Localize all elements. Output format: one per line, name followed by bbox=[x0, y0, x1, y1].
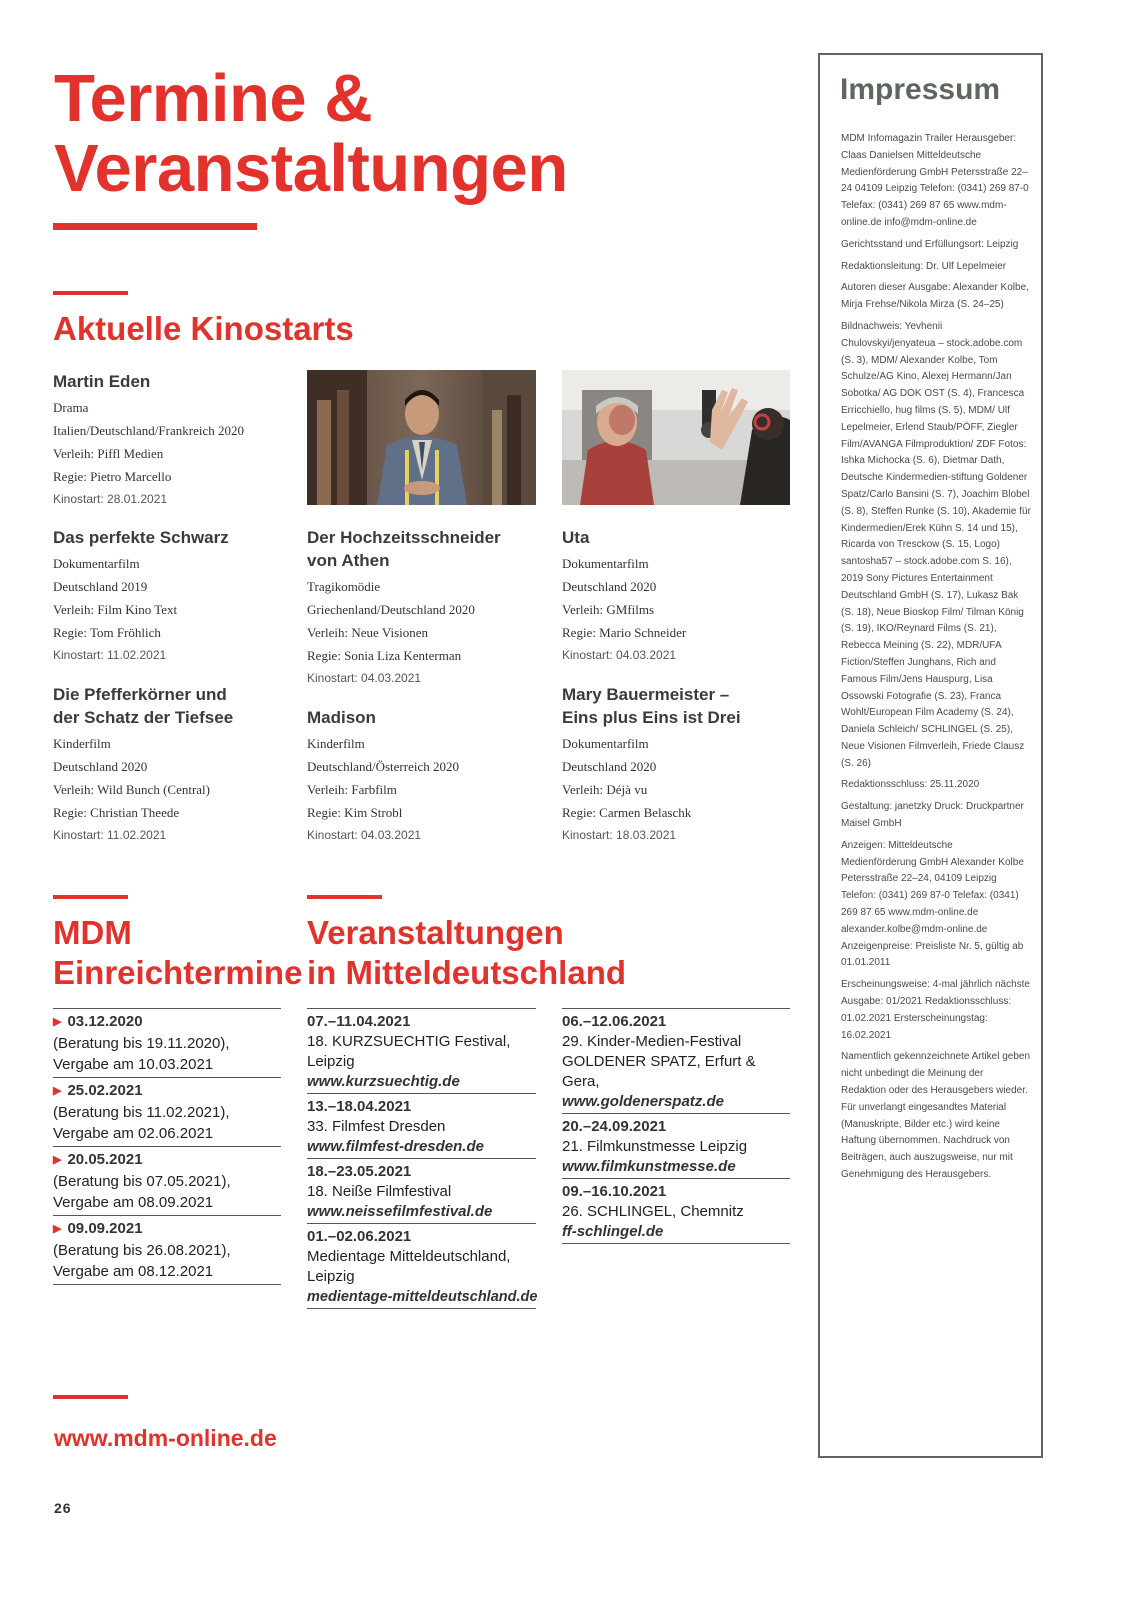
deadline-consult: (Beratung bis 26.08.2021), bbox=[53, 1242, 231, 1259]
film-entry bbox=[307, 706, 547, 847]
website-link[interactable]: www.mdm-online.de bbox=[54, 1425, 277, 1451]
film-director: Regie: Tom Fröhlich bbox=[53, 625, 161, 640]
tailor-photo-illustration bbox=[307, 370, 536, 505]
event-date: 01.–02.06.2021 bbox=[307, 1228, 412, 1245]
website-rule bbox=[53, 1395, 128, 1399]
impressum-paragraph: Autoren dieser Ausgabe: Alexander Kolbe, Mirja Frehse/Nikola Mirza (S. 24–25) bbox=[841, 282, 1029, 311]
film-entry bbox=[562, 683, 762, 847]
film-genre: Dokumentarfilm bbox=[53, 556, 140, 571]
event-item bbox=[307, 1223, 536, 1308]
film-release: Kinostart: 18.03.2021 bbox=[562, 828, 677, 842]
einreich-rule bbox=[53, 895, 128, 899]
event-date: 06.–12.06.2021 bbox=[562, 1013, 667, 1030]
deadline-award: Vergabe am 02.06.2021 bbox=[53, 1125, 214, 1142]
events-heading-line-2: in Mitteldeutschland bbox=[307, 954, 627, 991]
impressum-paragraph: Erscheinungsweise: 4-mal jährlich nächste Ausgabe: 01/2021 Redaktionsschluss: 01.02.2021 Ersterscheinungstag: 16.02.2021 bbox=[841, 979, 1030, 1041]
film-title: Die Pfefferkörner und der Schatz der Tiefsee bbox=[53, 685, 234, 727]
film-distributor: Verleih: Wild Bunch (Central) bbox=[53, 782, 211, 797]
kinostarts-heading: Aktuelle Kinostarts bbox=[53, 310, 354, 347]
impressum-heading: Impressum bbox=[840, 73, 1001, 106]
impressum-body bbox=[841, 131, 1031, 1189]
event-name: Medientage Mitteldeutschland, Leipzig bbox=[307, 1248, 511, 1285]
deadline-item bbox=[53, 1146, 281, 1215]
film-release: Kinostart: 04.03.2021 bbox=[307, 828, 422, 842]
event-name: 26. SCHLINGEL, Chemnitz bbox=[562, 1203, 744, 1220]
event-date: 20.–24.09.2021 bbox=[562, 1118, 667, 1135]
film-country: Deutschland/Österreich 2020 bbox=[307, 759, 459, 774]
einreich-heading-line-2: Einreichtermine bbox=[53, 954, 303, 991]
film-title: Der Hochzeitsschneider von Athen bbox=[307, 528, 501, 570]
event-item bbox=[562, 1113, 790, 1178]
film-country: Griechenland/Deutschland 2020 bbox=[307, 602, 475, 617]
film-entry bbox=[562, 526, 802, 667]
deadline-date: 03.12.2020 bbox=[67, 1013, 143, 1030]
film-distributor: Verleih: Piffl Medien bbox=[53, 446, 164, 461]
film-director: Regie: Kim Strobl bbox=[307, 805, 403, 820]
impressum-paragraph: Redaktionsleitung: Dr. Ulf Lepelmeier bbox=[841, 260, 1007, 272]
uta-photo-illustration bbox=[562, 370, 790, 505]
film-still-uta bbox=[562, 370, 790, 505]
deadline-consult: (Beratung bis 07.05.2021), bbox=[53, 1173, 231, 1190]
film-title: Martin Eden bbox=[53, 372, 151, 391]
event-name: 18. KURZSUECHTIG Festival, Leipzig bbox=[307, 1033, 511, 1070]
film-title: Das perfekte Schwarz bbox=[53, 528, 229, 547]
deadline-consult: (Beratung bis 11.02.2021), bbox=[53, 1104, 230, 1121]
event-item bbox=[562, 1008, 790, 1113]
film-release: Kinostart: 11.02.2021 bbox=[53, 648, 167, 662]
impressum-paragraph: MDM Infomagazin Trailer Herausgeber: Claas Danielsen Mitteldeutsche Medienförderung GmbH Petersstraße 22–24 04109 Leipzig Telefon: (0341) 269 87-0 Telefax: (0341) 269 87 65 www.mdm-online.de info@mdm-online.de bbox=[841, 133, 1029, 228]
film-distributor: Verleih: Neue Visionen bbox=[307, 625, 429, 640]
film-genre: Dokumentarfilm bbox=[562, 736, 649, 751]
events-list-col-1 bbox=[307, 1008, 536, 1309]
film-distributor: Verleih: GMfilms bbox=[562, 602, 655, 617]
film-release: Kinostart: 04.03.2021 bbox=[562, 648, 677, 662]
event-link[interactable]: www.neissefilmfestival.de bbox=[307, 1203, 493, 1220]
film-entry bbox=[53, 370, 293, 511]
kinostarts-rule bbox=[53, 291, 128, 295]
events-rule bbox=[307, 895, 382, 899]
film-distributor: Verleih: Déjà vu bbox=[562, 782, 648, 797]
film-entry bbox=[307, 526, 547, 690]
film-release: Kinostart: 11.02.2021 bbox=[53, 828, 167, 842]
triangle-bullet-icon: ▶ bbox=[53, 1223, 62, 1235]
film-director: Regie: Sonia Liza Kenterman bbox=[307, 648, 462, 663]
film-title: Mary Bauermeister – Eins plus Eins ist Drei bbox=[562, 685, 741, 727]
impressum-paragraph: Redaktionsschluss: 25.11.2020 bbox=[841, 779, 980, 791]
event-date: 07.–11.04.2021 bbox=[307, 1013, 411, 1030]
film-genre: Kinderfilm bbox=[53, 736, 111, 751]
film-country: Deutschland 2020 bbox=[562, 759, 657, 774]
event-item bbox=[307, 1093, 536, 1158]
events-heading bbox=[307, 913, 626, 993]
title-rule bbox=[53, 223, 257, 230]
deadline-item bbox=[53, 1077, 281, 1146]
film-country: Deutschland 2019 bbox=[53, 579, 148, 594]
film-release: Kinostart: 28.01.2021 bbox=[53, 492, 168, 506]
triangle-bullet-icon: ▶ bbox=[53, 1016, 62, 1028]
events-heading-line-1: Veranstaltungen bbox=[307, 914, 564, 951]
film-title: Uta bbox=[562, 528, 590, 547]
impressum-paragraph: Namentlich gekennzeichnete Artikel geben nicht unbedingt die Meinung der Redaktion oder des Herausgebers wieder. Für unverlangt eingesandtes Material (Manuskripte, Bilder etc.) wird keine Haftung übernommen. Nachdruck von Beiträgen, auch auszugsweise, nur mit Genehmigung des Herausgebers. bbox=[841, 1051, 1031, 1181]
deadline-date: 20.05.2021 bbox=[67, 1151, 143, 1168]
film-title: Madison bbox=[307, 708, 376, 727]
event-link[interactable]: www.filmkunstmesse.de bbox=[562, 1158, 736, 1175]
impressum-paragraph: Gestaltung: janetzky Druck: Druckpartner Maisel GmbH bbox=[841, 801, 1024, 830]
event-name: 33. Filmfest Dresden bbox=[307, 1118, 446, 1135]
film-genre: Drama bbox=[53, 400, 89, 415]
einreich-heading bbox=[53, 913, 302, 993]
page-title-line-1: Termine & bbox=[54, 61, 373, 136]
event-date: 13.–18.04.2021 bbox=[307, 1098, 412, 1115]
event-link[interactable]: medientage-mitteldeutschland.de bbox=[307, 1289, 538, 1305]
deadline-award: Vergabe am 08.12.2021 bbox=[53, 1263, 214, 1280]
film-distributor: Verleih: Film Kino Text bbox=[53, 602, 178, 617]
deadline-item bbox=[53, 1215, 281, 1284]
event-item bbox=[307, 1158, 536, 1223]
event-item bbox=[562, 1178, 790, 1243]
film-release: Kinostart: 04.03.2021 bbox=[307, 671, 422, 685]
film-director: Regie: Mario Schneider bbox=[562, 625, 687, 640]
deadline-date: 25.02.2021 bbox=[67, 1082, 143, 1099]
film-director: Regie: Christian Theede bbox=[53, 805, 180, 820]
event-name: 29. Kinder-Medien-Festival GOLDENER SPATZ, Erfurt & Gera, bbox=[562, 1033, 756, 1090]
deadline-item bbox=[53, 1008, 281, 1077]
film-still-tailor bbox=[307, 370, 536, 505]
event-link[interactable]: www.kurzsuechtig.de bbox=[307, 1073, 460, 1090]
event-link[interactable]: www.goldenerspatz.de bbox=[562, 1093, 724, 1110]
events-list-col-2 bbox=[562, 1008, 790, 1244]
deadline-consult: (Beratung bis 19.11.2020), bbox=[53, 1035, 230, 1052]
film-country: Italien/Deutschland/Frankreich 2020 bbox=[53, 423, 244, 438]
event-link[interactable]: www.filmfest-dresden.de bbox=[307, 1138, 484, 1155]
triangle-bullet-icon: ▶ bbox=[53, 1085, 62, 1097]
page-title-line-2: Veranstaltungen bbox=[54, 131, 568, 206]
event-date: 09.–16.10.2021 bbox=[562, 1183, 667, 1200]
film-genre: Kinderfilm bbox=[307, 736, 365, 751]
page-number: 26 bbox=[54, 1500, 72, 1516]
event-link[interactable]: ff-schlingel.de bbox=[562, 1223, 664, 1240]
event-date: 18.–23.05.2021 bbox=[307, 1163, 412, 1180]
deadline-award: Vergabe am 10.03.2021 bbox=[53, 1056, 214, 1073]
deadline-award: Vergabe am 08.09.2021 bbox=[53, 1194, 214, 1211]
event-name: 21. Filmkunstmesse Leipzig bbox=[562, 1138, 748, 1155]
film-entry bbox=[53, 526, 293, 667]
event-name: 18. Neiße Filmfestival bbox=[307, 1183, 452, 1200]
film-genre: Tragikomödie bbox=[307, 579, 381, 594]
einreich-heading-line-1: MDM bbox=[53, 914, 132, 951]
event-item bbox=[307, 1008, 536, 1093]
impressum-box bbox=[818, 53, 1043, 1458]
film-distributor: Verleih: Farbfilm bbox=[307, 782, 397, 797]
einreich-list bbox=[53, 1008, 281, 1285]
deadline-date: 09.09.2021 bbox=[67, 1220, 143, 1237]
impressum-paragraph: Anzeigen: Mitteldeutsche Medienförderung GmbH Alexander Kolbe Petersstraße 22–24, 04109 Leipzig Telefon: (0341) 269 87-0 Telefax: (0341) 269 87 65 www.mdm-online.de alexander.kolbe@mdm-online.de Anzeigenpreise: Preisliste Nr. 5, gültig ab 01.01.2011 bbox=[841, 839, 1024, 969]
film-entry bbox=[53, 683, 253, 847]
film-country: Deutschland 2020 bbox=[562, 579, 657, 594]
film-genre: Dokumentarfilm bbox=[562, 556, 649, 571]
impressum-paragraph: Gerichtsstand und Erfüllungsort: Leipzig bbox=[841, 238, 1019, 250]
film-director: Regie: Carmen Belaschk bbox=[562, 805, 692, 820]
film-director: Regie: Pietro Marcello bbox=[53, 469, 172, 484]
film-country: Deutschland 2020 bbox=[53, 759, 148, 774]
page-title bbox=[54, 61, 568, 206]
impressum-paragraph: Bildnachweis: Yevhenii Chulovskyi/jenyateua – stock.adobe.com (S. 3), MDM/ Alexander Kolbe, Tom Schulze/AG Kino, Alexej Hermann/Jan Sobotka/ AG DOK OST (S. 4), Francesca Erricchiello, hug films (S. 5), MDM/ Ulf Lepelmeier, Erlend Staub/PÖFF, Ziegler Film/AVANGA Filmproduktion/ ZDF Fotos: Ishka Michocka (S. 6), Dietmar Dath, Deutsche Kindermedien-stiftung Goldener Spatz/Carlo Bansini (S. 7), Joachim Blobel (S. 8), Steffen Runke (S. 10), Akademie für Kindermedien/Erek Kühn S. 14 und 15), Ricarda von Tresckow (S. 15, Logo) santosha57 – stock.adobe.com S. 16), 2019 Sony Pictures Entertainment Deutschland GmbH (S. 17), Lukasz Bak (S. 18), Neue Bioskop Film/ Tilman König (S. 19), IKO/Reynard Films (S. 21), Rebecca Meining (S. 22), MDR/UFA Fiction/Steffen Junghans, Rich and Famous Film/Jens Hauspurg, Lisa Ossowski Fotografie (S. 23), Franca Wohlt/European Film Academy (S. 24), Daniela Schleich/ SCHLINGEL (S. 25), Neue Visionen Filmverleih, Friede Clausz (S. 26) bbox=[841, 320, 1031, 769]
triangle-bullet-icon: ▶ bbox=[53, 1154, 62, 1166]
